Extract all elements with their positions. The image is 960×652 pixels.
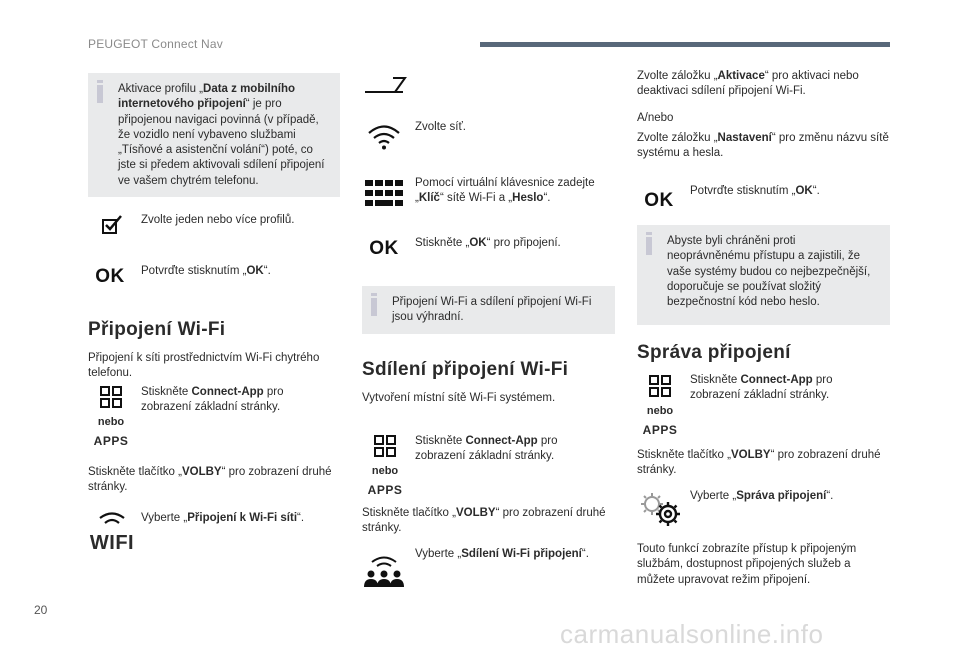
grid-apps-icon (99, 385, 123, 409)
step-activation-tab: Zvolte záložku „Aktivace“ pro aktivaci nebo deaktivaci sdílení připojení Wi-Fi. (637, 70, 859, 98)
checkbox-icon (96, 214, 128, 234)
step-select-network: Zvolte síť. (415, 121, 466, 133)
connect-app-icon-2 (362, 434, 408, 499)
nebo-label-3: nebo (646, 405, 674, 417)
step-confirm-ok-3: Potvrďte stisknutím „OK“. (690, 185, 820, 197)
ok-icon-2: OK (369, 238, 399, 259)
grid-apps-icon-3 (648, 374, 672, 398)
apps-label: APPS (93, 433, 129, 448)
page-number: 20 (34, 603, 48, 617)
step-settings-tab: Zvolte záložku „Nastavení“ pro změnu názvu sítě systému a hesla. (637, 132, 889, 160)
apps-label-2: APPS (367, 482, 403, 497)
info-note-exclusive: Připojení Wi-Fi a sdílení připojení Wi-Fi jsou výhradní. (362, 286, 615, 334)
step-select-profiles: Zvolte jeden nebo více profilů. (141, 214, 295, 226)
nebo-label-2: nebo (371, 465, 399, 477)
nebo-label: nebo (97, 416, 125, 428)
step-volby: Stiskněte tlačítko „VOLBY“ pro zobrazení druhé stránky. (88, 466, 332, 494)
heading-share: Sdílení připojení Wi-Fi (362, 359, 569, 380)
wifi-intro: Připojení k síti prostřednictvím Wi-Fi chytrého telefonu. (88, 352, 320, 380)
connect-app-icon (88, 385, 134, 450)
share-intro: Vytvoření místní sítě Wi-Fi systémem. (362, 392, 556, 404)
wifi-icon (88, 512, 136, 557)
heading-wifi: Připojení Wi-Fi (88, 319, 226, 340)
info-icon-3 (646, 237, 652, 255)
info-note-data-profile: Aktivace profilu „Data z mobilního internetového připojení“ je pro připojenou navigaci povinná (v případě, že vozidlo není vybaveno službami „Tísňové a asistenční volání“) poté, co jste si předem aktivovali sdílení připojení ve vašem chytrém telefonu. (88, 73, 340, 197)
wifi-label: WIFI (89, 532, 135, 554)
info-icon (97, 85, 103, 103)
wifi-signal-icon (364, 124, 404, 150)
connect-app-icon-3 (637, 374, 683, 439)
step-select-manage: Vyberte „Správa připojení“. (690, 490, 834, 502)
connection-settings-icon (639, 492, 683, 528)
ok-icon: OK (95, 266, 125, 287)
step-connect-app-2: Stiskněte Connect-App pro zobrazení základní stránky. (415, 435, 558, 463)
info-note-security: Abyste byli chráněni proti neoprávněnému přístupu a zajistili, že vaše systémy budou co nejbezpečnější, doporučuje se používat složitý bezpečnostní kód nebo heslo. (637, 225, 890, 325)
header-bar (480, 42, 890, 47)
edit-field-icon (362, 76, 408, 94)
manage-outro: Touto funkcí zobrazíte přístup k připojeným službám, dostupnost připojených služeb a můžete upravovat režim připojení. (637, 543, 857, 586)
step-select-wifi: Vyberte „Připojení k Wi-Fi síti“. (141, 512, 305, 524)
keyboard-icon (364, 180, 404, 206)
step-volby-2: Stiskněte tlačítko „VOLBY“ pro zobrazení druhé stránky. (362, 507, 606, 535)
share-users-icon (364, 552, 404, 588)
apps-label-3: APPS (642, 422, 678, 437)
grid-apps-icon-2 (373, 434, 397, 458)
step-confirm-ok: Potvrďte stisknutím „OK“. (141, 265, 271, 277)
header-title: PEUGEOT Connect Nav (88, 37, 223, 51)
step-connect-app: Stiskněte Connect-App pro zobrazení základní stránky. (141, 386, 284, 414)
step-connect-app-3: Stiskněte Connect-App pro zobrazení základní stránky. (690, 374, 833, 402)
ok-icon-3: OK (644, 190, 674, 211)
footer-watermark: carmanualsonline.info (560, 619, 824, 649)
or-label: A/nebo (637, 112, 674, 124)
step-ok-connect: Stiskněte „OK“ pro připojení. (415, 237, 561, 249)
heading-manage: Správa připojení (637, 342, 791, 363)
step-select-share: Vyberte „Sdílení Wi-Fi připojení“. (415, 548, 589, 560)
step-volby-3: Stiskněte tlačítko „VOLBY“ pro zobrazení druhé stránky. (637, 449, 881, 477)
info-icon-2 (371, 298, 377, 316)
step-enter-key: Pomocí virtuální klávesnice zadejte „Klíč“ sítě Wi-Fi a „Heslo“. (415, 177, 595, 205)
